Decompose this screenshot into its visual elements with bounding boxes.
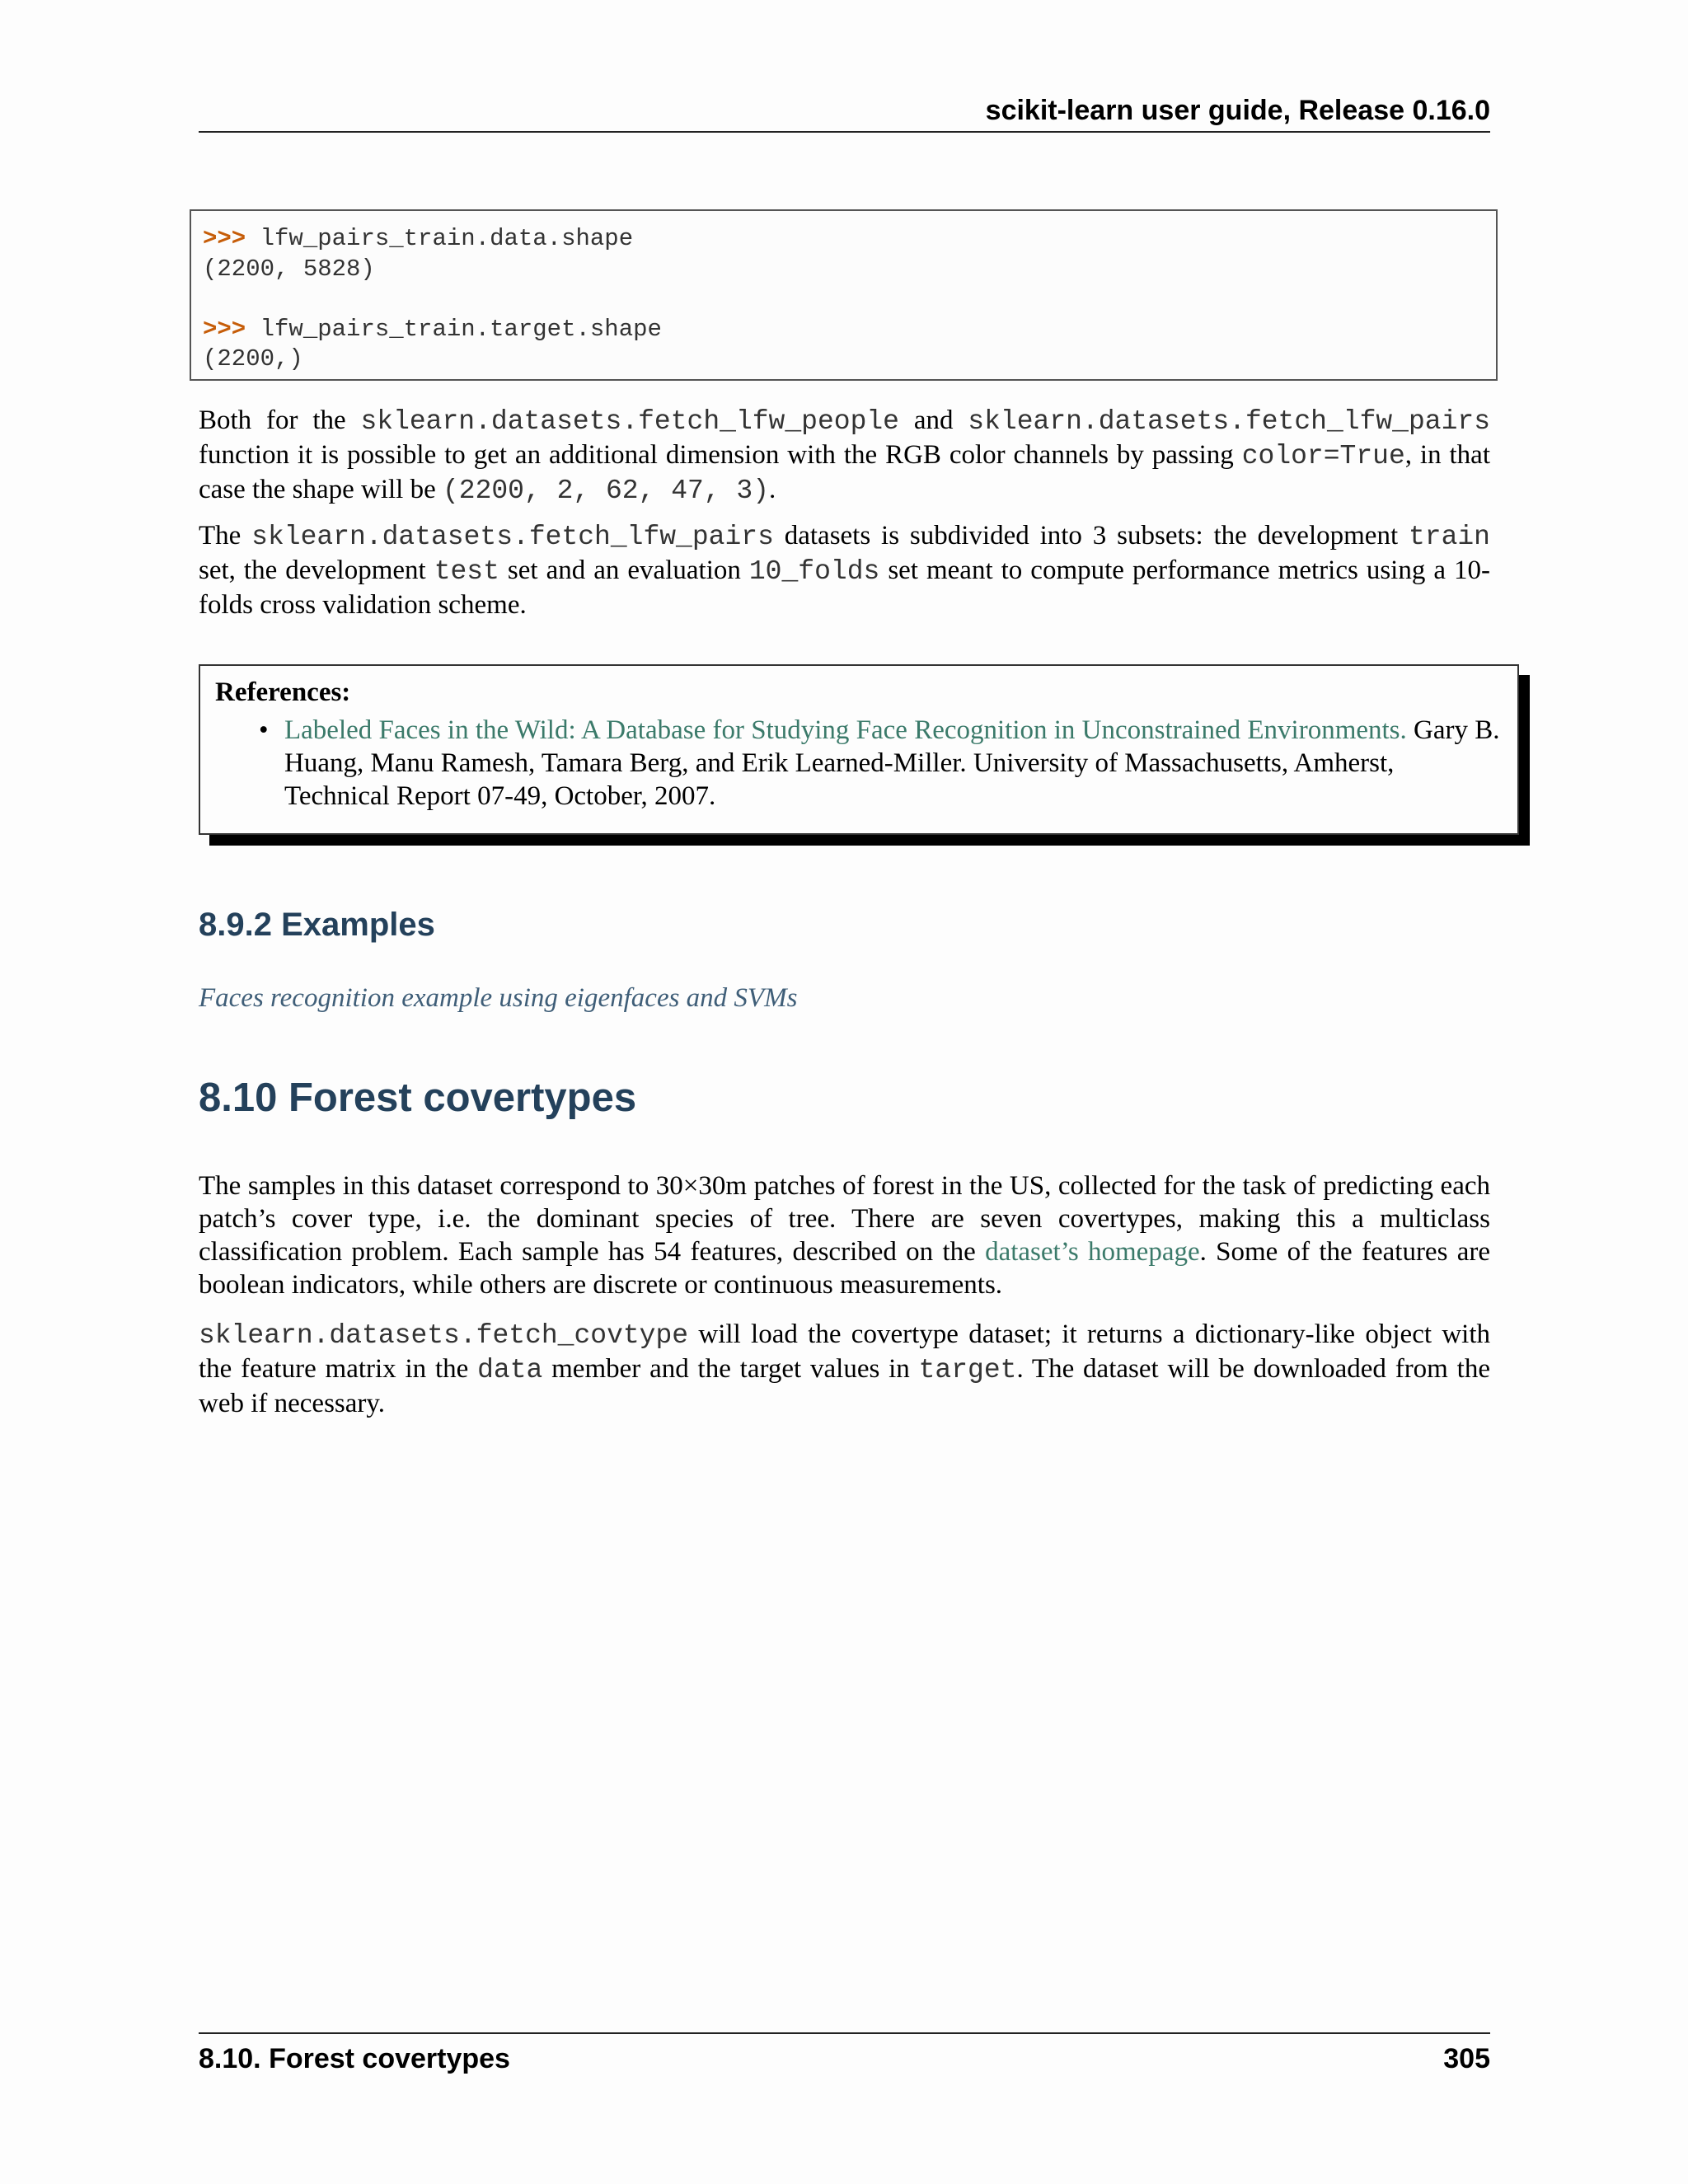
text-run: datasets is subdivided into 3 subsets: the development [773, 521, 1409, 551]
text-run: set, the development [199, 555, 434, 585]
inline-code: sklearn.datasets.fetch_lfw_pairs [968, 406, 1490, 437]
page-number: 305 [1443, 2043, 1490, 2074]
text-run: The [199, 521, 252, 551]
text-run: function it is possible to get an additional dimension with the RGB color channels by passing [199, 440, 1242, 470]
bullet-icon: • [259, 715, 269, 745]
inline-code: target [918, 1355, 1017, 1385]
inline-code: sklearn.datasets.fetch_covtype [199, 1320, 689, 1351]
references-box [199, 664, 1519, 835]
text-run: set and an evaluation [499, 555, 749, 585]
text-run: . Some of the features are boolean indicators, while others are discrete or continuous measurements. [199, 1237, 1490, 1300]
inline-code: sklearn.datasets.fetch_lfw_pairs [251, 522, 774, 552]
section-heading-examples: 8.9.2 Examples [199, 907, 435, 943]
reference-link[interactable]: Labeled Faces in the Wild: A Database for Studying Face Recognition in Unconstrained Environments. [284, 715, 1407, 745]
code-prompt: >>> [203, 225, 246, 252]
inline-code: color=True [1241, 441, 1405, 471]
paragraph-fetch-covtype [199, 1318, 1490, 1420]
code-block [190, 209, 1498, 381]
text-run: and [898, 405, 968, 435]
code-statement: lfw_pairs_train.target.shape [260, 315, 662, 343]
inline-code: train [1408, 522, 1490, 552]
text-run: . [769, 475, 776, 504]
running-footer [199, 2032, 1490, 2077]
inline-code: 10_folds [748, 556, 880, 587]
references-title: References: [215, 677, 351, 707]
inline-code: test [434, 556, 499, 587]
code-output: (2200, 5828) [203, 255, 375, 283]
dataset-homepage-link[interactable]: dataset’s homepage [985, 1237, 1200, 1267]
paragraph-color-channels [199, 404, 1490, 508]
section-heading-forest-covertypes: 8.10 Forest covertypes [199, 1076, 637, 1120]
inline-code: sklearn.datasets.fetch_lfw_people [360, 406, 899, 437]
text-run: set meant to compute performance metrics using a 10-folds cross validation scheme. [199, 555, 1490, 620]
reference-item [215, 714, 1503, 813]
text-run: member and the target values in [542, 1354, 919, 1384]
paragraph-subsets [199, 519, 1490, 621]
code-output: (2200,) [203, 345, 303, 373]
code-statement: lfw_pairs_train.data.shape [260, 225, 634, 252]
inline-code: data [477, 1355, 543, 1385]
text-run: The samples in this dataset correspond to 30×30m patches of forest in the US, collected for the task of predicting each patch’s cover type, i.e. the dominant species of tree. There are seven covertypes, making this a multiclass classification problem. Each sample has 54 features, described on the [199, 1171, 1490, 1267]
code-blank-line [203, 284, 1496, 315]
reference-citation: Gary B. Huang, Manu Ramesh, Tamara Berg, and Erik Learned-Miller. University of Massachusetts, Amherst, Technical Report 07-49, October, 2007. [284, 715, 1500, 811]
code-line [203, 224, 1496, 255]
text-run: . The dataset will be downloaded from the web if necessary. [199, 1354, 1490, 1418]
code-line [203, 315, 1496, 345]
example-link[interactable]: Faces recognition example using eigenfaces and SVMs [199, 983, 798, 1013]
header-title: scikit-learn user guide, Release 0.16.0 [985, 95, 1490, 126]
inline-code: (2200, 2, 62, 47, 3) [442, 476, 770, 506]
running-header [199, 92, 1490, 133]
footer-section: 8.10. Forest covertypes [199, 2043, 510, 2074]
code-prompt: >>> [203, 315, 246, 343]
text-run: , in that case the shape will be [199, 440, 1490, 504]
text-run: Both for the [199, 405, 361, 435]
paragraph-forest-intro [199, 1169, 1490, 1301]
text-run: will load the covertype dataset; it returns a dictionary-like object with the feature matrix in the [199, 1319, 1490, 1384]
